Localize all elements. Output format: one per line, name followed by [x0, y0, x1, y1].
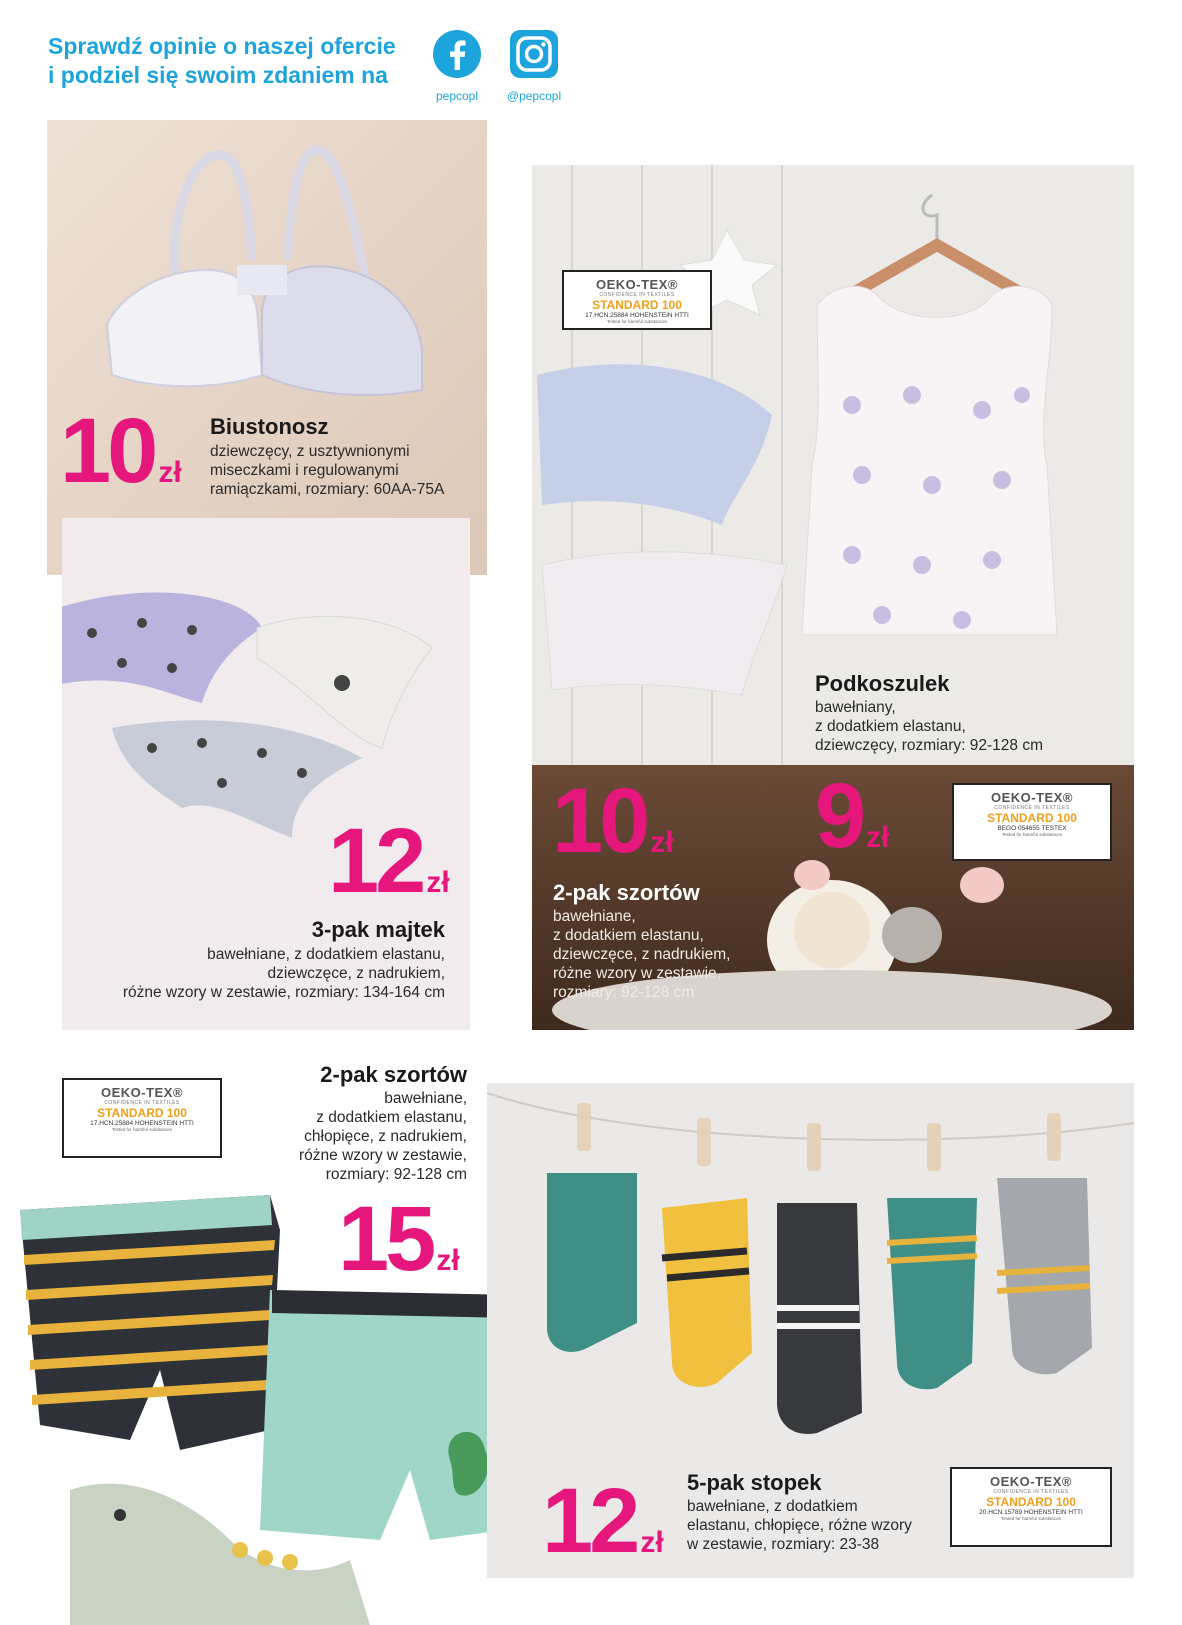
facebook-link[interactable]: [426, 30, 488, 103]
bra-desc-line: miseczkami i regulowanymi: [210, 462, 399, 479]
oeko-tex-tagline: CONFIDENCE IN TEXTILES: [599, 292, 675, 298]
shorts-girls-description: [553, 907, 730, 1002]
shorts-boys-price-currency: zł: [436, 1244, 460, 1277]
panties-desc-line: różne wzory w zestawie, rozmiary: 134-164 cm: [122, 984, 445, 1001]
oeko-tex-standard: STANDARD 100: [592, 298, 682, 312]
undershirt-title: Podkoszulek: [815, 671, 950, 696]
shorts-boys-desc-line: rozmiary: 92-128 cm: [325, 1166, 467, 1183]
shorts-boys-desc-line: z dodatkiem elastanu,: [316, 1109, 467, 1126]
socks-desc-line: w zestawie, rozmiary: 23-38: [687, 1536, 880, 1553]
undershirt-description: [815, 698, 1043, 755]
facebook-icon: [433, 30, 481, 78]
shorts-girls-desc-line: różne wzory w zestawie,: [553, 965, 721, 982]
oeko-tex-note: Tested for harmful substances: [1001, 832, 1063, 837]
shorts-girls-desc-line: z dodatkiem elastanu,: [553, 927, 704, 944]
shorts-boys-desc-line: bawełniane,: [384, 1090, 467, 1107]
facebook-handle: pepcopl: [435, 89, 479, 103]
oeko-tex-logo-text: OEKO-TEX®: [596, 277, 678, 292]
shorts-girls-price-value: 10: [552, 770, 647, 872]
oeko-tex-note: Tested for harmful substances: [606, 319, 668, 324]
undershirt-price-value: 9: [815, 765, 863, 867]
bra-price-value: 10: [60, 400, 155, 502]
bra-description: [210, 442, 444, 499]
socks-description: [687, 1497, 912, 1554]
bra-price: [60, 400, 182, 502]
panties-desc-line: bawełniane, z dodatkiem elastanu,: [207, 946, 445, 963]
oeko-tex-standard: STANDARD 100: [987, 811, 1077, 825]
instagram-handle: @pepcopl: [506, 89, 562, 103]
panties-price: [328, 810, 450, 912]
bra-photo: [47, 120, 487, 575]
bra-desc-line: dziewczęcy, z usztywnionymi: [210, 443, 410, 460]
shorts-girls-price: [552, 770, 674, 872]
oeko-tex-note: Tested for harmful substances: [1000, 1516, 1062, 1521]
oeko-tex-cert-number: 20.HCN.15789 HOHENSTEIN HTTI: [979, 1509, 1083, 1516]
shorts-boys-description: [299, 1089, 467, 1184]
shorts-girls-price-currency: zł: [650, 826, 674, 859]
undershirt-price-currency: zł: [866, 821, 890, 854]
oeko-tex-cert-number: BEGO 054655 TESTEX: [997, 825, 1067, 832]
undershirt-desc-line: bawełniany,: [815, 699, 896, 716]
oeko-tex-label: [562, 270, 712, 330]
undershirt-price: [815, 765, 890, 867]
socks-price-currency: zł: [640, 1526, 664, 1559]
panties-desc-line: dziewczęce, z nadrukiem,: [267, 965, 445, 982]
header-line-1: Sprawdź opinie o naszej ofercie: [48, 33, 396, 59]
oeko-tex-standard: STANDARD 100: [97, 1106, 187, 1120]
oeko-tex-label: [62, 1078, 222, 1158]
oeko-tex-logo-text: OEKO-TEX®: [101, 1085, 183, 1100]
instagram-link[interactable]: [503, 30, 565, 103]
undershirt-desc-line: dziewczęcy, rozmiary: 92-128 cm: [815, 737, 1043, 754]
socks-title: 5-pak stopek: [687, 1470, 822, 1495]
shorts-girls-desc-line: dziewczęce, z nadrukiem,: [553, 946, 731, 963]
panties-price-value: 12: [328, 810, 423, 912]
oeko-tex-tagline: CONFIDENCE IN TEXTILES: [104, 1100, 180, 1106]
oeko-tex-logo-text: OEKO-TEX®: [990, 1474, 1072, 1489]
panties-price-currency: zł: [426, 866, 450, 899]
socks-desc-line: elastanu, chłopięce, różne wzory: [687, 1517, 912, 1534]
bra-desc-line: ramiączkami, rozmiary: 60AA-75A: [210, 481, 445, 498]
instagram-icon: [510, 30, 558, 78]
bra-price-currency: zł: [158, 456, 182, 489]
socks-desc-line: bawełniane, z dodatkiem: [687, 1498, 858, 1515]
shorts-boys-title: 2-pak szortów: [320, 1062, 467, 1087]
oeko-tex-logo-text: OEKO-TEX®: [991, 790, 1073, 805]
oeko-tex-cert-number: 17.HCN.25884 HOHENSTEIN HTTI: [585, 312, 689, 319]
socks-price-value: 12: [542, 1470, 637, 1572]
socks-price: [542, 1470, 664, 1572]
panties-title: 3-pak majtek: [311, 917, 445, 942]
oeko-tex-note: Tested for harmful substances: [111, 1127, 173, 1132]
undershirt-desc-line: z dodatkiem elastanu,: [815, 718, 966, 735]
header-text: [48, 32, 396, 90]
oeko-tex-tagline: CONFIDENCE IN TEXTILES: [993, 1489, 1069, 1495]
shorts-girls-desc-line: rozmiary: 92-128 cm: [553, 984, 695, 1001]
header-line-2: i podziel się swoim zdaniem na: [48, 62, 388, 88]
bra-title: Biustonosz: [210, 414, 329, 439]
shorts-boys-desc-line: chłopięce, z nadrukiem,: [304, 1128, 467, 1145]
shorts-girls-desc-line: bawełniane,: [553, 908, 636, 925]
oeko-tex-standard: STANDARD 100: [986, 1495, 1076, 1509]
oeko-tex-label: [952, 783, 1112, 861]
oeko-tex-cert-number: 17.HCN.25884 HOHENSTEIN HTTI: [90, 1120, 194, 1127]
shorts-boys-desc-line: różne wzory w zestawie,: [299, 1147, 467, 1164]
shorts-boys-price: [338, 1188, 460, 1290]
shorts-girls-title: 2-pak szortów: [553, 880, 700, 905]
panties-description: [123, 945, 445, 1002]
oeko-tex-tagline: CONFIDENCE IN TEXTILES: [994, 805, 1070, 811]
oeko-tex-label: [950, 1467, 1112, 1547]
shorts-boys-price-value: 15: [338, 1188, 433, 1290]
